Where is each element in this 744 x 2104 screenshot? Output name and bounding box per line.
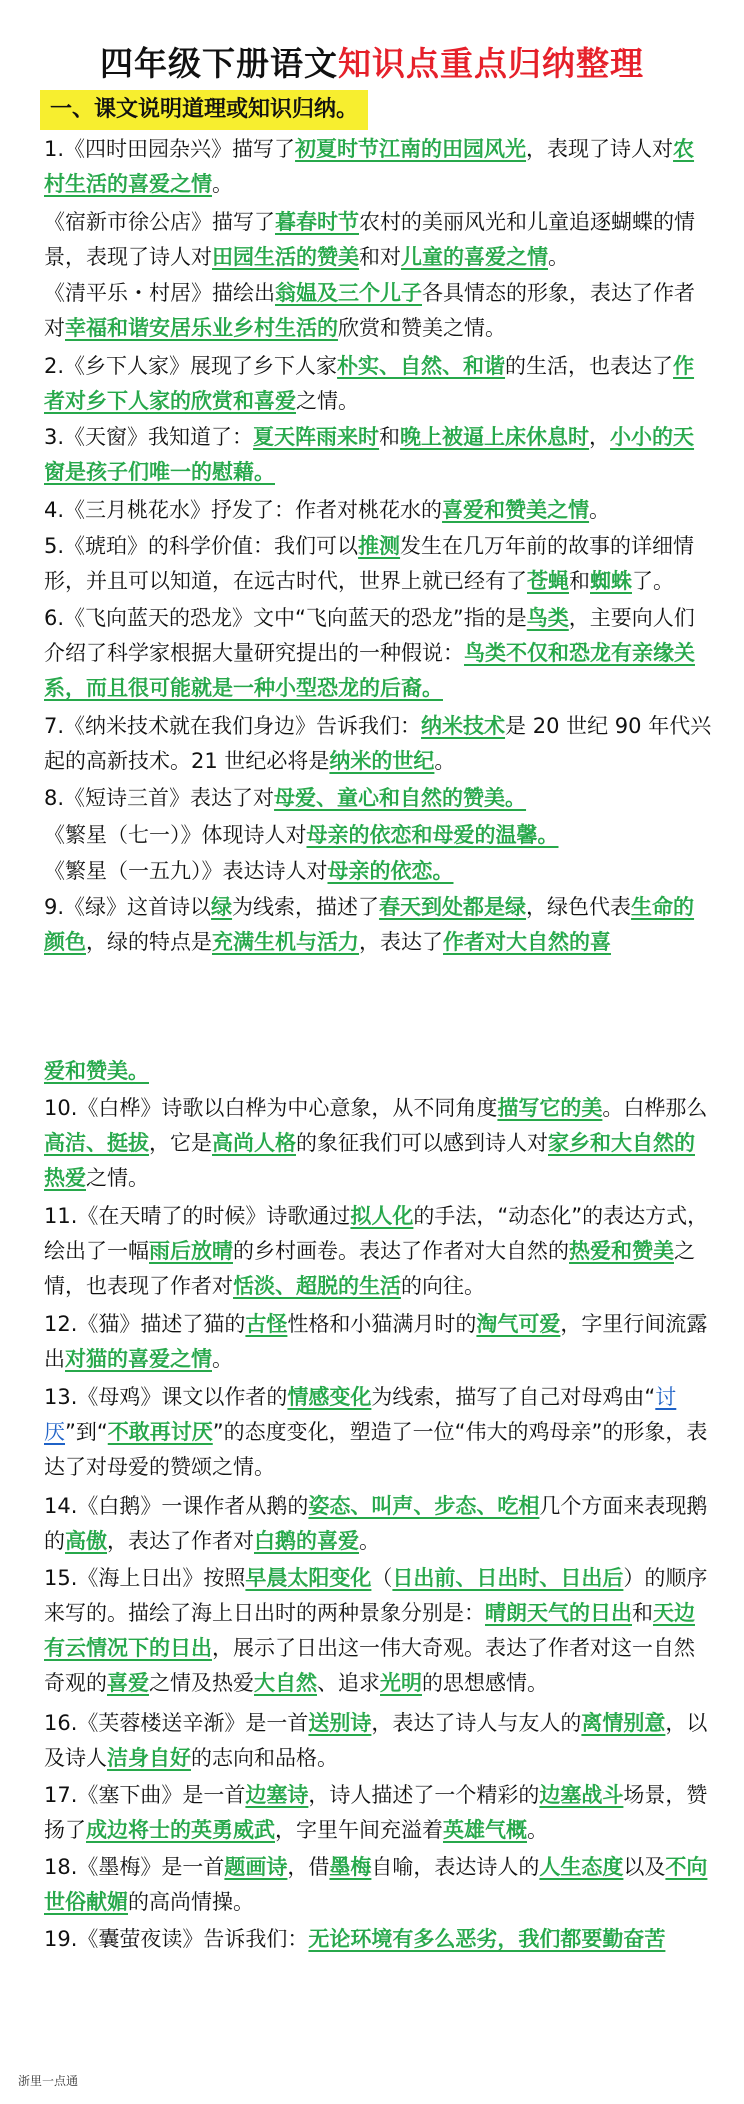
- text-segment: 《宿新市徐公店》描写了: [44, 210, 275, 234]
- highlighted-phrase: 无论环境有多么恶劣，我们都要勤奋苦: [308, 1927, 666, 1951]
- highlighted-phrase: 作者对大自然的喜: [443, 930, 611, 954]
- highlighted-phrase: 墨梅: [329, 1855, 372, 1879]
- paragraph-20: [44, 1561, 714, 1701]
- text-segment: 15.《海上日出》按照: [44, 1566, 246, 1590]
- highlighted-phrase: 儿童的喜爱之情: [401, 245, 548, 269]
- text-segment: 10.《白桦》诗歌以白桦为中心意象，从不同角度: [44, 1096, 498, 1120]
- text-segment: 8.《短诗三首》表达了对: [44, 786, 275, 810]
- text-segment: ，它是: [149, 1131, 212, 1155]
- highlighted-phrase: 充满生机与活力: [212, 930, 359, 954]
- text-segment: 、追求: [317, 1671, 380, 1695]
- text-segment: 11.《在天晴了的时候》诗歌通过: [44, 1204, 351, 1228]
- highlighted-phrase: 送别诗: [308, 1711, 372, 1735]
- paragraph-2: [44, 205, 714, 275]
- text-segment: 的思想感情。: [422, 1671, 548, 1695]
- paragraph-18: [44, 1380, 714, 1485]
- page-title: [0, 40, 744, 88]
- highlighted-phrase: 初夏时节江南的田园风光: [295, 137, 527, 161]
- highlighted-phrase: 推测: [358, 534, 401, 558]
- text-segment: 。: [589, 498, 611, 522]
- text-segment: 《繁星（一五九）》表达诗人对: [44, 859, 328, 883]
- text-segment: 场景，赞扬了: [44, 1783, 708, 1842]
- highlighted-phrase: 田园生活的赞美: [212, 245, 359, 269]
- paragraph-3: [44, 276, 714, 346]
- highlighted-phrase: 母爱、童心和自然的赞美。: [274, 786, 527, 810]
- highlighted-phrase: 古怪: [245, 1312, 288, 1336]
- highlighted-phrase: 雨后放晴: [149, 1239, 233, 1263]
- text-segment: ，绿的特点是: [86, 930, 212, 954]
- text-segment: ，诗人描述了一个精彩的: [308, 1783, 540, 1807]
- paragraph-9: [44, 709, 714, 779]
- highlighted-phrase: 姿态、叫声、步态、吃相: [308, 1494, 540, 1518]
- highlighted-phrase: 日出前、日出时、日出后: [392, 1566, 624, 1590]
- paragraph-5: [44, 420, 714, 490]
- text-segment: 2.《乡下人家》展现了乡下人家: [44, 354, 338, 378]
- text-segment: 12.《猫》描述了猫的: [44, 1312, 246, 1336]
- text-segment: ，表达了: [359, 930, 443, 954]
- highlighted-phrase: 早晨太阳变化: [245, 1566, 372, 1590]
- text-segment: 3.《天窗》我知道了：: [44, 425, 254, 449]
- highlighted-phrase: 描写它的美: [497, 1096, 603, 1120]
- text-segment: 发生在几万年前的故事的详细情形，并且可以知道，在远古时代，世界上就已经有了: [44, 534, 695, 593]
- text-segment: 16.《芙蓉楼送辛渐》是一首: [44, 1711, 309, 1735]
- text-segment: 农村的美丽风光和儿童追逐蝴蝶的情景，表现了诗人对: [44, 210, 695, 269]
- text-segment: 为线索，描写了自己对母鸡由“: [371, 1385, 656, 1409]
- highlighted-phrase: 拟人化: [350, 1204, 414, 1228]
- paragraph-23: [44, 1850, 714, 1920]
- highlighted-phrase: 纳米的世纪: [329, 749, 435, 773]
- highlighted-phrase: 喜爱和赞美之情: [442, 498, 590, 522]
- text-segment: 为线索，描述了: [232, 895, 380, 919]
- highlighted-phrase: 热爱和赞美: [569, 1239, 674, 1263]
- highlighted-phrase: 题画诗: [224, 1855, 288, 1879]
- highlighted-phrase: 天边有云情况下的日出: [44, 1601, 695, 1660]
- blue-underlined-phrase: 讨厌: [44, 1385, 677, 1444]
- highlighted-phrase: 生命的颜色: [44, 895, 695, 954]
- text-segment: 《繁星（七一）》体现诗人对: [44, 823, 307, 847]
- text-segment: 之情及热爱: [149, 1671, 254, 1695]
- highlighted-phrase: 纳米技术: [421, 714, 506, 738]
- highlighted-phrase: 晴朗天气的日出: [485, 1601, 632, 1625]
- paragraph-24: [44, 1922, 714, 1957]
- text-segment: ”的态度变化，塑造了一位“伟大的鸡母亲”的形象，表达了对母爱的赞颂之情。: [44, 1420, 708, 1479]
- text-segment: ，表达了诗人与友人的: [371, 1711, 582, 1735]
- highlighted-phrase: 英雄气概: [443, 1818, 527, 1842]
- highlighted-phrase: 不向世俗献媚: [44, 1855, 708, 1914]
- text-segment: 的志向和品格。: [191, 1746, 338, 1770]
- highlighted-phrase: 朴实、自然、和谐: [337, 354, 506, 378]
- highlighted-phrase: 高傲: [65, 1529, 107, 1553]
- highlighted-phrase: 母亲的依恋。: [327, 859, 454, 883]
- footer-source: 浙里一点通: [18, 2074, 79, 2088]
- highlighted-phrase: 小小的天窗是孩子们唯一的慰藉。: [44, 425, 695, 484]
- text-segment: 。白桦那么: [602, 1096, 708, 1120]
- text-segment: 13.《母鸡》课文以作者的: [44, 1385, 288, 1409]
- text-segment: 。: [548, 245, 569, 269]
- text-segment: 的手法，“动态化”的表达方式，绘出了一幅: [44, 1204, 709, 1263]
- highlighted-phrase: 白鹅的喜爱: [254, 1529, 359, 1553]
- text-segment: 。: [434, 749, 456, 773]
- highlighted-phrase: 母亲的依恋和母爱的温馨。: [306, 823, 559, 847]
- text-segment: 7.《纳米技术就在我们身边》告诉我们：: [44, 714, 422, 738]
- text-segment: 。: [212, 1347, 233, 1371]
- text-segment: 14.《白鹅》一课作者从鹅的: [44, 1494, 309, 1518]
- highlighted-phrase: 翁媪及三个儿子: [275, 281, 422, 305]
- highlighted-phrase: 作者对乡下人家的欣赏和喜爱: [44, 354, 695, 413]
- text-segment: 4.《三月桃花水》抒发了：作者对桃花水的: [44, 498, 443, 522]
- highlighted-phrase: 喜爱: [107, 1671, 149, 1695]
- text-segment: 。: [359, 1529, 380, 1553]
- text-segment: 的象征我们可以感到诗人对: [296, 1131, 548, 1155]
- highlighted-phrase: 高洁、挺拔: [44, 1131, 149, 1155]
- text-segment: 之情。: [86, 1166, 149, 1190]
- paragraph-11: [44, 818, 714, 853]
- highlighted-phrase: 边塞战斗: [539, 1783, 624, 1807]
- text-segment: 《清平乐・村居》描绘出: [44, 281, 275, 305]
- paragraph-21: [44, 1706, 714, 1776]
- paragraph-22: [44, 1778, 714, 1848]
- text-segment: 5.《琥珀》的科学价值：我们可以: [44, 534, 359, 558]
- text-segment: 19.《囊萤夜读》告诉我们：: [44, 1927, 309, 1951]
- text-segment: ，以及诗人: [44, 1711, 708, 1770]
- highlighted-phrase: 春天到处都是绿: [379, 895, 527, 919]
- text-segment: 。: [212, 172, 233, 196]
- highlighted-phrase: 对猫的喜爱之情: [65, 1347, 212, 1371]
- highlighted-phrase: 蜘蛛: [590, 569, 632, 593]
- text-segment: ，绿色代表: [526, 895, 632, 919]
- highlighted-phrase: 淘气可爱: [476, 1312, 561, 1336]
- highlighted-phrase: 农村生活的喜爱之情: [44, 137, 695, 196]
- paragraph-7: [44, 529, 714, 599]
- highlighted-phrase: 苍蝇: [527, 569, 569, 593]
- paragraph-4: [44, 349, 714, 419]
- highlighted-phrase: 鸟类: [526, 606, 569, 630]
- text-segment: 和: [379, 425, 401, 449]
- highlighted-phrase: 绿: [211, 895, 233, 919]
- paragraph-6: [44, 493, 714, 528]
- text-segment: 17.《塞下曲》是一首: [44, 1783, 246, 1807]
- text-segment: 的生活，也表达了: [505, 354, 674, 378]
- paragraph-14: [44, 1054, 714, 1089]
- highlighted-phrase: 光明: [380, 1671, 422, 1695]
- highlighted-phrase: 幸福和谐安居乐业乡村生活的: [65, 316, 338, 340]
- paragraph-19: [44, 1489, 714, 1559]
- highlighted-phrase: 鸟类不仅和恐龙有亲缘关系，而且很可能就是一种小型恐龙的后裔。: [44, 641, 695, 700]
- text-segment: 之情。: [296, 389, 359, 413]
- text-segment: ）的顺序来写的。描绘了海上日出时的两种景象分别是：: [44, 1566, 708, 1625]
- highlighted-phrase: 洁身自好: [107, 1746, 191, 1770]
- text-segment: 几个方面来表现鹅的: [44, 1494, 708, 1553]
- text-segment: ，主要向人们介绍了科学家根据大量研究提出的一种假说：: [44, 606, 695, 665]
- text-segment: 18.《墨梅》是一首: [44, 1855, 225, 1879]
- text-segment: ，表达了作者对: [107, 1529, 254, 1553]
- section-heading: 一、课文说明道理或知识归纳。: [40, 90, 368, 130]
- text-segment: ，表现了诗人对: [526, 137, 674, 161]
- text-segment: （: [371, 1566, 393, 1590]
- highlighted-phrase: 晚上被逼上床休息时: [400, 425, 590, 449]
- text-segment: 了。: [632, 569, 674, 593]
- paragraph-15: [44, 1091, 714, 1196]
- text-segment: ，字里午间充溢着: [275, 1818, 443, 1842]
- title-black-part: 四年级下册语文: [100, 44, 338, 83]
- highlighted-phrase: 离情别意: [581, 1711, 666, 1735]
- text-segment: 。: [527, 1818, 548, 1842]
- highlighted-phrase: 夏天阵雨来时: [253, 425, 380, 449]
- highlighted-phrase: 成边将士的英勇威武: [86, 1818, 275, 1842]
- text-segment: 和: [569, 569, 590, 593]
- text-segment: 和对: [359, 245, 401, 269]
- highlighted-phrase: 高尚人格: [212, 1131, 296, 1155]
- text-segment: ，字里行间流露出: [44, 1312, 708, 1371]
- highlighted-phrase: 大自然: [254, 1671, 317, 1695]
- paragraph-10: [44, 781, 714, 816]
- highlighted-phrase: 恬淡、超脱的生活: [233, 1274, 401, 1298]
- text-segment: 性格和小猫满月时的: [287, 1312, 477, 1336]
- paragraph-1: [44, 132, 714, 202]
- text-segment: ，借: [287, 1855, 330, 1879]
- paragraph-12: [44, 854, 714, 889]
- text-segment: 的高尚情操。: [128, 1890, 254, 1914]
- text-segment: 欣赏和赞美之情。: [338, 316, 506, 340]
- text-segment: ，: [589, 425, 611, 449]
- text-segment: 各具情态的形象，表达了作者对: [44, 281, 695, 340]
- highlighted-phrase: 边塞诗: [245, 1783, 309, 1807]
- paragraph-8: [44, 601, 714, 706]
- highlighted-phrase: 人生态度: [539, 1855, 624, 1879]
- text-segment: 是 20 世纪 90 年代兴起的高新技术。21 世纪必将是: [44, 714, 712, 773]
- highlighted-phrase: 暮春时节: [275, 210, 359, 234]
- text-segment: 以及: [623, 1855, 666, 1879]
- paragraph-16: [44, 1199, 714, 1304]
- text-segment: 1.《四时田园杂兴》描写了: [44, 137, 296, 161]
- highlighted-phrase: 家乡和大自然的热爱: [44, 1131, 695, 1190]
- text-segment: 的乡村画卷。表达了作者对大自然的: [233, 1239, 569, 1263]
- text-segment: ”到“: [65, 1420, 108, 1444]
- text-segment: 自喻，表达诗人的: [371, 1855, 540, 1879]
- paragraph-13: [44, 890, 714, 960]
- title-red-part: 知识点重点归纳整理: [338, 44, 644, 83]
- text-segment: 9.《绿》这首诗以: [44, 895, 212, 919]
- text-segment: 6.《飞向蓝天的恐龙》文中“飞向蓝天的恐龙”指的是: [44, 606, 527, 630]
- text-segment: 之情，也表现了作者对: [44, 1239, 695, 1298]
- highlighted-phrase: 爱和赞美。: [44, 1059, 149, 1083]
- text-segment: ，展示了日出这一伟大奇观。表达了作者对这一自然奇观的: [44, 1636, 695, 1695]
- text-segment: 和: [632, 1601, 653, 1625]
- highlighted-phrase: 不敢再讨厌: [107, 1420, 213, 1444]
- text-segment: 的向往。: [401, 1274, 485, 1298]
- highlighted-phrase: 情感变化: [287, 1385, 372, 1409]
- paragraph-17: [44, 1307, 714, 1377]
